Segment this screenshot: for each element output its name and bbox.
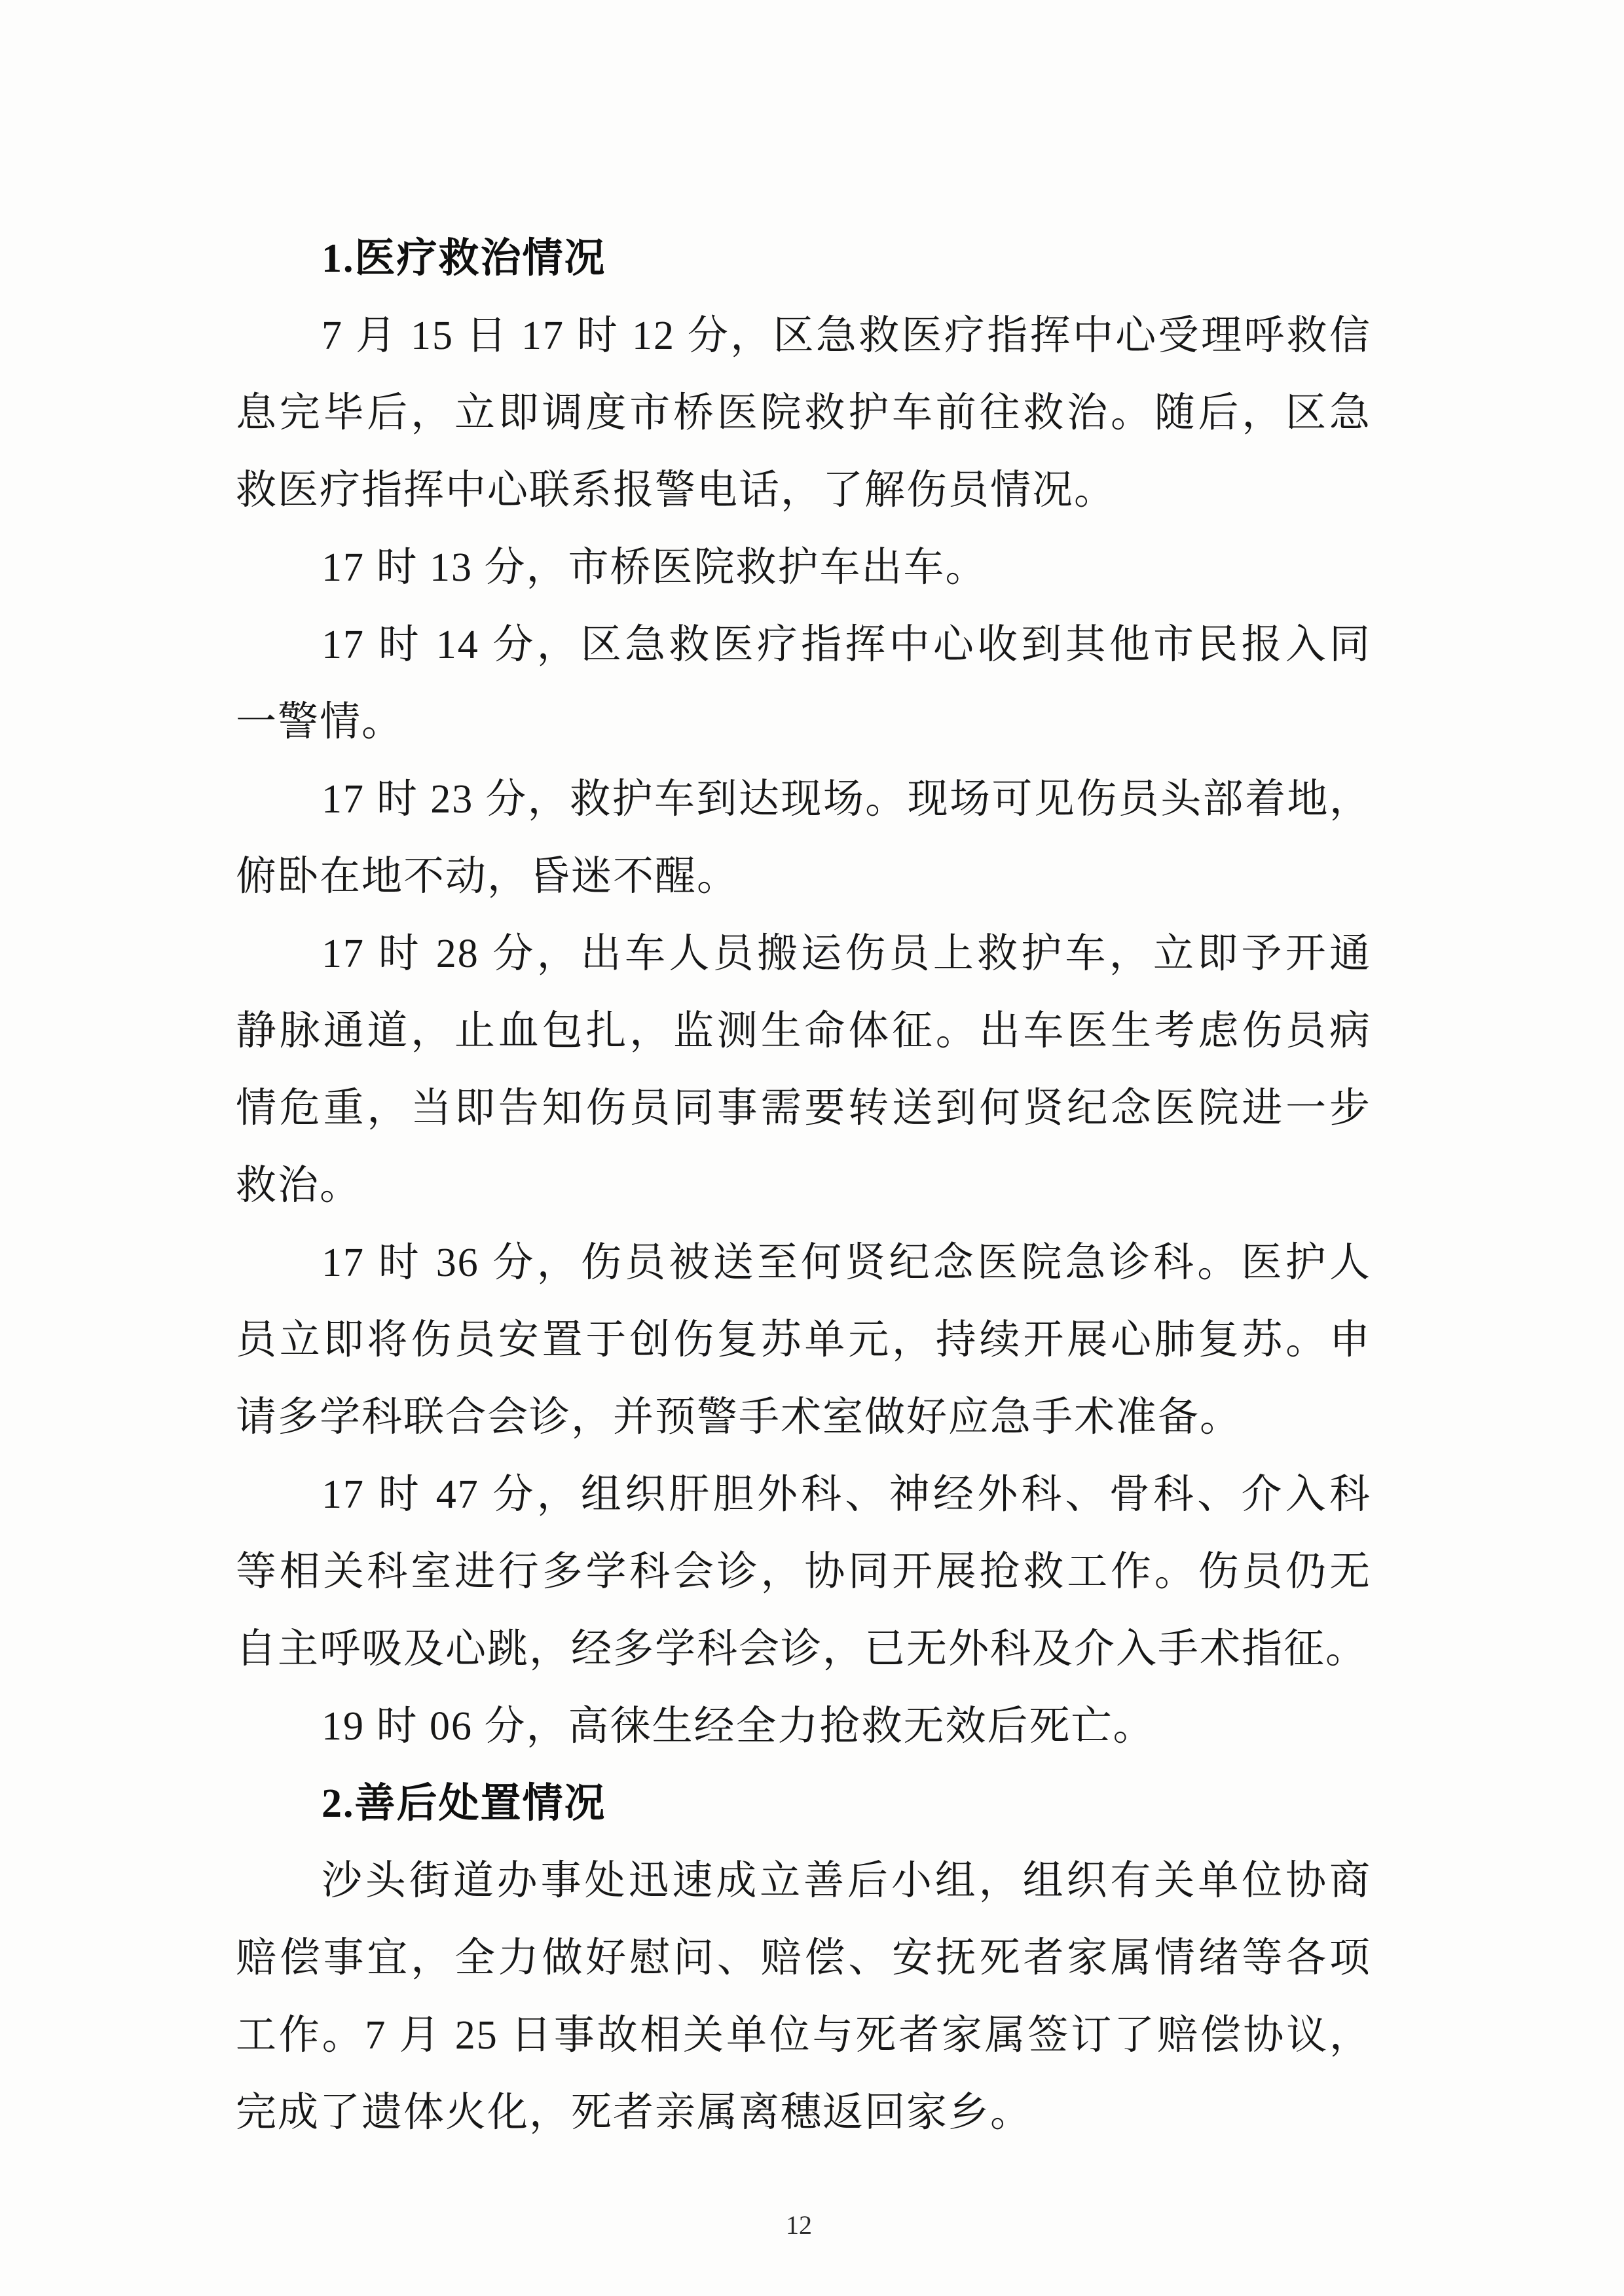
text-line: 17 时 23 分，救护车到达现场。现场可见伤员头部着地， [322, 777, 1371, 822]
paragraph [236, 1224, 1371, 1456]
text-line: 救治。 [236, 1163, 362, 1208]
paragraph [236, 606, 1371, 761]
text-line: 一警情。 [236, 700, 404, 744]
paragraph [236, 915, 1371, 1224]
paragraph [236, 761, 1371, 915]
paragraph [236, 297, 1371, 529]
text-line: 赔偿事宜，全力做好慰问、赔偿、安抚死者家属情绪等各项 [236, 1936, 1371, 1980]
text-line: 员立即将伤员安置于创伤复苏单元，持续开展心肺复苏。申 [236, 1318, 1371, 1362]
text-line: 俯卧在地不动，昏迷不醒。 [236, 854, 739, 899]
text-line: 17 时 47 分，组织肝胆外科、神经外科、骨科、介入科 [322, 1472, 1371, 1517]
text-line: 7 月 15 日 17 时 12 分，区急救医疗指挥中心受理呼救信 [322, 314, 1371, 358]
paragraph [236, 1688, 1371, 1765]
text-line: 工作。7 月 25 日事故相关单位与死者家属签订了赔偿协议， [236, 2013, 1371, 2058]
document-body [236, 220, 1371, 2151]
paragraph [236, 529, 1371, 606]
text-line: 17 时 13 分，市桥医院救护车出车。 [322, 545, 987, 590]
text-line: 沙头街道办事处迅速成立善后小组，组织有关单位协商 [322, 1859, 1371, 1903]
text-line: 息完毕后，立即调度市桥医院救护车前往救治。随后，区急 [236, 391, 1371, 435]
text-line: 请多学科联合会诊，并预警手术室做好应急手术准备。 [236, 1395, 1242, 1440]
text-line: 17 时 36 分，伤员被送至何贤纪念医院急诊科。医护人 [322, 1241, 1371, 1285]
paragraph [236, 1456, 1371, 1688]
section-heading: 1.医疗救治情况 [322, 236, 606, 281]
text-line: 自主呼吸及心跳，经多学科会诊，已无外科及介入手术指征。 [236, 1627, 1368, 1671]
paragraph [236, 1842, 1371, 2151]
text-line: 19 时 06 分，高徕生经全力抢救无效后死亡。 [322, 1704, 1155, 1749]
section-heading: 2.善后处置情况 [322, 1781, 606, 1826]
text-line: 救医疗指挥中心联系报警电话，了解伤员情况。 [236, 468, 1116, 513]
text-line: 17 时 14 分，区急救医疗指挥中心收到其他市民报入同 [322, 623, 1371, 667]
text-line: 等相关科室进行多学科会诊，协同开展抢救工作。伤员仍无 [236, 1550, 1371, 1594]
text-line: 完成了遗体火化，死者亲属离穗返回家乡。 [236, 2090, 1033, 2135]
page-number: 12 [786, 2210, 812, 2240]
text-line: 17 时 28 分，出车人员搬运伤员上救护车，立即予开通 [322, 932, 1371, 976]
text-line: 静脉通道，止血包扎，监测生命体征。出车医生考虑伤员病 [236, 1009, 1371, 1053]
text-line: 情危重，当即告知伤员同事需要转送到何贤纪念医院进一步 [236, 1086, 1371, 1131]
